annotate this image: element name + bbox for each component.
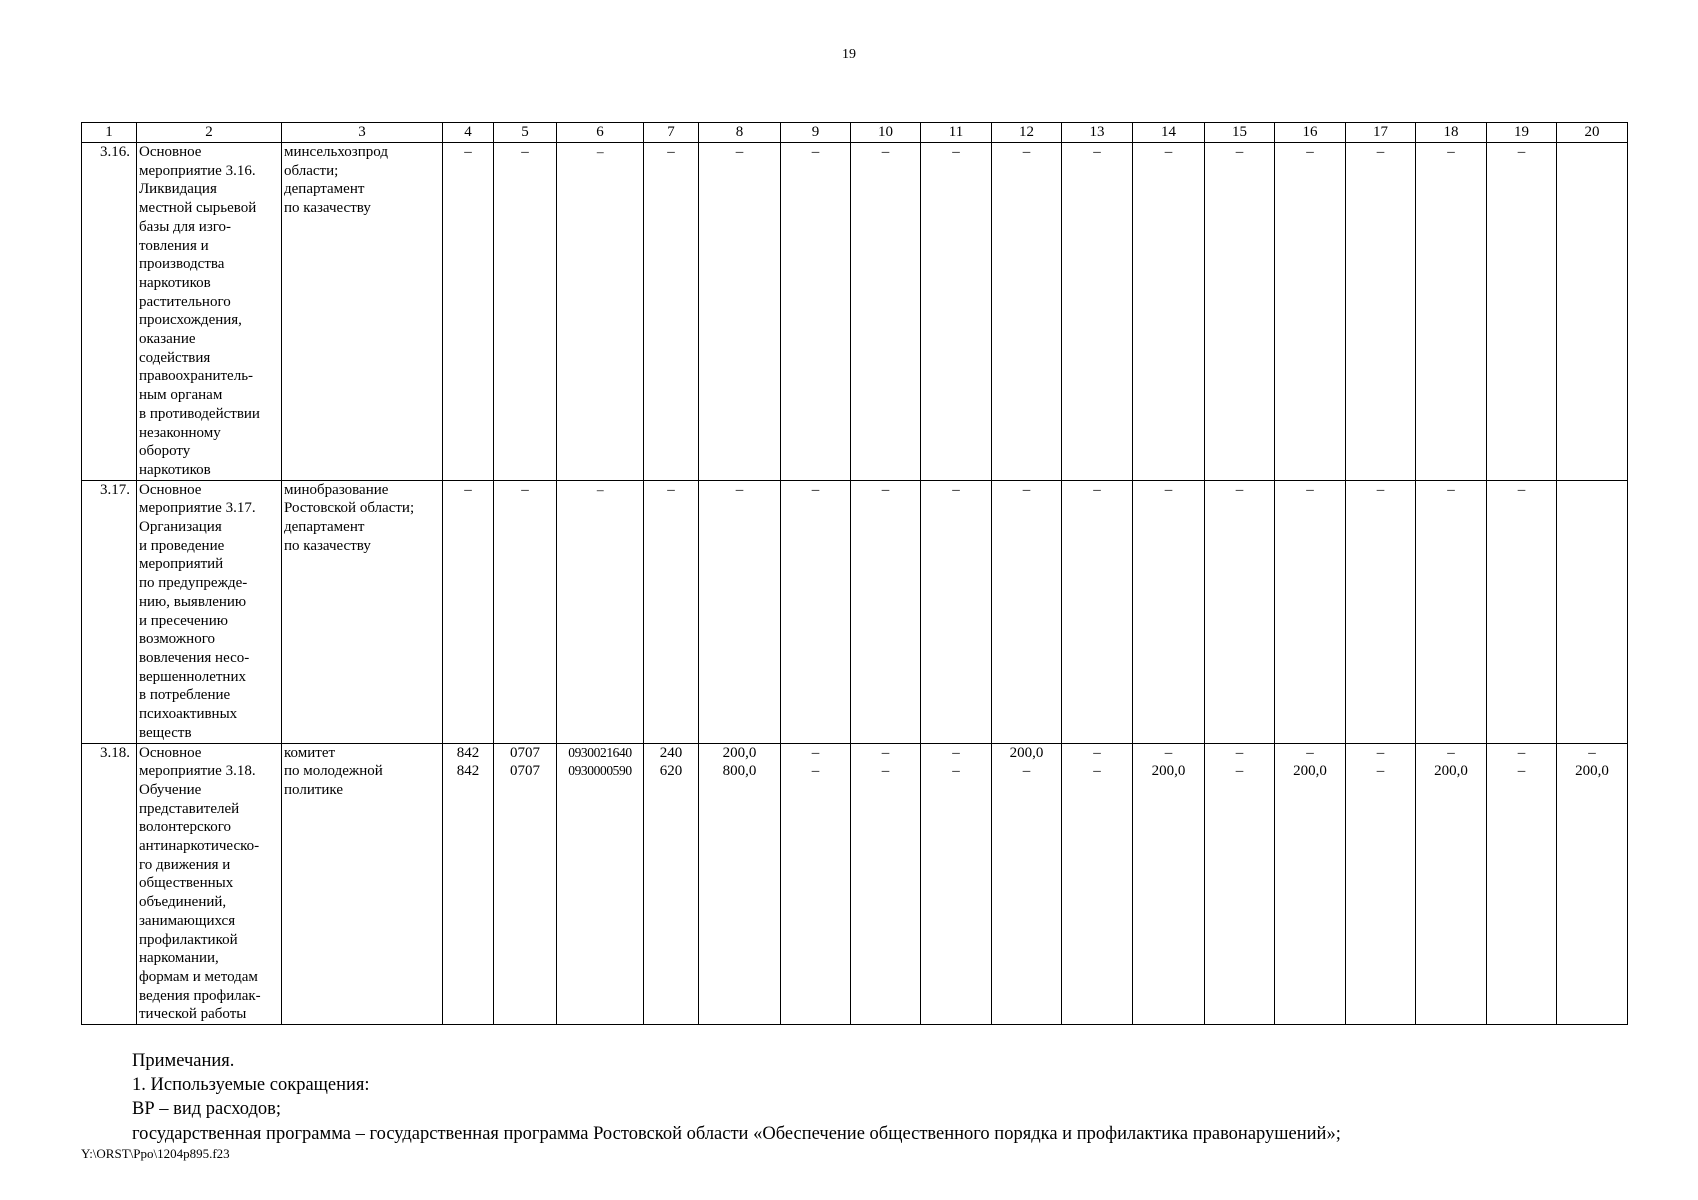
header-cell: 12 [992,123,1062,143]
value-line: – [1022,481,1031,498]
footer-file-path: Y:\ORST\Ppo\1204p895.f23 [81,1146,230,1161]
measure-name-cell-line: общественных [139,875,234,892]
executor-cell-line: политике [284,781,343,798]
value-cell-col-17 [1346,143,1416,481]
row-number-cell: 3.17. [82,480,137,743]
value-cell-col-10 [851,143,921,481]
value-line: – [811,763,820,780]
measure-name-cell-line: го движения и [139,856,231,873]
measure-name-cell-line: и проведение [139,537,225,554]
header-cell: 8 [699,123,781,143]
value-cell-col-9 [781,143,851,481]
header-cell: 17 [1346,123,1416,143]
value-line: – [1376,763,1385,780]
measure-name-cell-line: ведения профилак- [139,987,261,1004]
value-line: – [1376,744,1385,761]
executor-cell-line: по казачеству [284,200,371,217]
measure-name-cell-line: психоактивных [139,706,238,723]
measure-name-cell-line: и пресечению [139,612,228,629]
value-cell-col-13 [1062,143,1133,481]
value-line: – [464,144,472,160]
value-cell-col-12 [992,480,1062,743]
measure-name-cell-line: формам и методам [139,968,258,985]
measure-name-cell-line: мероприятие 3.16. [139,162,256,179]
value-cell-col-4 [443,143,494,481]
header-cell: 15 [1205,123,1275,143]
value-cell-col-18 [1416,143,1487,481]
value-line: – [1093,481,1101,498]
executor-cell-line: по молодежной [284,763,383,780]
measure-name-cell-line: мероприятий [139,556,224,573]
value-cell-col-6 [557,480,644,743]
measure-name-cell-line: нию, выявлению [139,593,247,610]
header-cell: 19 [1487,123,1557,143]
value-cell-col-4 [443,743,494,1025]
value-line: – [1517,763,1526,780]
measure-name-cell-line: тической работы [139,1006,247,1023]
value-line: 0707 [510,744,540,761]
value-line: – [952,744,960,761]
measure-name-cell-line: вершеннолетних [139,668,246,685]
program-measures-table [81,122,1628,1025]
measure-name-cell [137,143,282,481]
value-cell-col-7 [644,743,699,1025]
value-cell-col-18 [1416,743,1487,1025]
notes-item-abbreviations: 1. Используемые сокращения: [132,1075,370,1096]
value-line: – [1517,481,1526,498]
measure-name-cell-line: профилактикой [139,931,238,948]
value-cell-col-7 [644,480,699,743]
value-line: – [1235,481,1244,498]
header-cell: 18 [1416,123,1487,143]
value-line: 842 [456,744,480,761]
value-line: 200,0 [1293,763,1327,780]
value-cell-col-10 [851,743,921,1025]
value-line: – [1306,144,1314,160]
value-cell-col-7 [644,143,699,481]
measure-name-cell-line: наркотиков [139,274,211,291]
header-cell: 1 [82,123,137,143]
value-cell-col-11 [921,143,992,481]
value-line: 800,0 [722,763,757,780]
measure-name-cell-line: оказание [139,331,196,348]
value-cell-col-15 [1205,743,1275,1025]
value-cell-col-5 [494,480,557,743]
value-cell-col-11 [921,743,992,1025]
measure-name-cell-line: представителей [139,800,240,817]
value-line: – [1376,144,1385,160]
value-line: 0930021640 [568,744,632,760]
value-cell-col-5 [494,143,557,481]
value-line: – [1306,481,1314,498]
row-number-cell: 3.18. [82,743,137,1025]
notes-item-program: государственная программа – государственная программа Ростовской области «Обеспечение общественного порядка и профилактика правонарушений»; [132,1123,1341,1144]
measure-name-cell-line: веществ [139,724,192,741]
value-line: – [1093,763,1101,780]
value-cell-col-8 [699,480,781,743]
measure-name-cell-line: наркомании, [139,950,219,967]
measure-name-cell-line: Обучение [139,781,202,798]
value-line: – [1235,763,1244,780]
measure-name-cell-line: в потребление [139,687,231,704]
value-cell-col-4 [443,480,494,743]
value-line: – [881,144,890,160]
value-cell-col-6 [557,743,644,1025]
value-line: – [1376,481,1385,498]
value-line: – [1588,744,1596,761]
value-cell-col-8 [699,743,781,1025]
value-line: – [811,481,820,498]
measure-name-cell-line: возможного [139,631,215,648]
value-cell-col-8 [699,143,781,481]
value-line: 0930000590 [568,763,632,779]
value-cell-col-15 [1205,480,1275,743]
header-cell: 5 [494,123,557,143]
value-cell-col-19 [1487,480,1557,743]
value-line: – [881,744,890,761]
table-row [82,480,1628,743]
value-cell-col-17 [1346,480,1416,743]
measure-name-cell-line: объединений, [139,894,227,911]
value-line: – [1093,744,1101,761]
value-line: – [596,481,604,497]
value-cell-col-13 [1062,480,1133,743]
measure-name-cell-line: Ликвидация [139,181,217,198]
value-line: – [521,481,529,498]
value-line: – [1447,144,1455,160]
executor-cell-line: Ростовской области; [284,500,415,517]
value-line [1559,481,1625,500]
value-line: 200,0 [1009,744,1044,761]
value-cell-col-12 [992,143,1062,481]
value-line: – [1164,744,1173,761]
value-line: 620 [659,763,683,780]
executor-cell-line: по казачеству [284,537,371,554]
value-line: – [811,744,820,761]
value-cell-col-19 [1487,143,1557,481]
value-line: – [521,144,529,160]
header-cell: 20 [1557,123,1628,143]
value-cell-col-9 [781,743,851,1025]
header-cell: 2 [137,123,282,143]
header-cell: 14 [1133,123,1205,143]
row-number-cell: 3.16. [82,143,137,481]
executor-cell-line: департамент [284,519,365,536]
value-line: – [952,144,960,160]
measure-name-cell-line: базы для изго- [139,218,232,235]
measure-name-cell-line: Основное [139,144,202,160]
notes-block [132,1049,1341,1146]
table-header-row [82,123,1628,143]
value-cell-col-10 [851,480,921,743]
header-cell: 10 [851,123,921,143]
executor-cell-line: минобразование [284,481,389,498]
measure-name-cell [137,480,282,743]
value-cell-col-20 [1557,480,1628,743]
value-line: 200,0 [1575,763,1609,780]
executor-cell-line: департамент [284,181,365,198]
notes-item-vr: ВР – вид расходов; [132,1099,282,1120]
header-cell: 7 [644,123,699,143]
value-line: – [811,144,820,160]
value-line: – [1093,144,1101,160]
value-line: – [1517,144,1526,160]
measure-name-cell-line: занимающихся [139,912,236,929]
value-cell-col-11 [921,480,992,743]
header-cell: 13 [1062,123,1133,143]
table-row [82,743,1628,1025]
value-cell-col-9 [781,480,851,743]
measure-name-cell-line: антинаркотическо- [139,838,260,855]
value-line: – [1306,744,1314,761]
value-cell-col-15 [1205,143,1275,481]
header-cell: 16 [1275,123,1346,143]
measure-name-cell-line: производства [139,256,225,273]
value-cell-col-19 [1487,743,1557,1025]
value-line: – [667,144,675,160]
value-line: – [881,481,890,498]
measure-name-cell-line: Организация [139,519,222,536]
value-line: – [1235,144,1244,160]
executor-cell-line: минсельхозпрод [284,144,388,160]
executor-cell-line: комитет [284,744,336,761]
value-cell-col-16 [1275,743,1346,1025]
measure-name-cell-line: мероприятие 3.17. [139,500,256,517]
value-line: – [1164,144,1173,160]
value-line: 200,0 [722,744,757,761]
value-cell-col-16 [1275,143,1346,481]
measure-name-cell [137,743,282,1025]
measure-name-cell-line: по предупрежде- [139,575,248,592]
value-line: 200,0 [1151,763,1186,780]
value-line: – [1517,744,1526,761]
value-line: 0707 [510,763,540,780]
value-line: – [1447,744,1455,761]
measure-name-cell-line: правоохранитель- [139,368,254,385]
value-line [1559,143,1625,162]
measure-name-cell-line: происхождения, [139,312,242,329]
value-line: – [952,481,960,498]
table-row [82,143,1628,481]
executor-cell [282,480,443,743]
value-cell-col-18 [1416,480,1487,743]
value-line: – [1235,744,1244,761]
value-line: – [952,763,960,780]
value-line: 842 [456,763,480,780]
measure-name-cell-line: товления и [139,237,209,254]
measure-name-cell-line: ным органам [139,387,223,404]
value-cell-col-14 [1133,143,1205,481]
measure-name-cell-line: мероприятие 3.18. [139,763,256,780]
value-line: – [1022,144,1031,160]
value-cell-col-14 [1133,743,1205,1025]
value-line: – [596,144,604,159]
header-cell: 11 [921,123,992,143]
value-cell-col-6 [557,143,644,481]
value-cell-col-14 [1133,480,1205,743]
executor-cell [282,143,443,481]
value-cell-col-5 [494,743,557,1025]
value-line: – [881,763,890,780]
value-line: 200,0 [1434,763,1468,780]
measure-name-cell-line: вовлечения несо- [139,649,250,666]
measure-name-cell-line: растительного [139,293,231,310]
value-line: – [464,481,472,498]
executor-cell-line: области; [284,162,339,179]
value-cell-col-20 [1557,743,1628,1025]
executor-cell [282,743,443,1025]
measure-name-cell-line: в противодействии [139,405,260,422]
measure-name-cell-line: незаконному [139,424,221,441]
value-line: – [667,481,675,498]
page-number: 19 [842,47,856,62]
measure-name-cell-line: обороту [139,443,191,460]
value-line: – [1447,481,1455,498]
value-line: – [1022,763,1031,780]
value-line: – [735,144,744,160]
table-body [82,123,1628,1025]
value-line: 240 [659,744,683,761]
value-cell-col-17 [1346,743,1416,1025]
measure-name-cell-line: содействия [139,349,211,366]
value-cell-col-13 [1062,743,1133,1025]
value-line: – [735,481,744,498]
header-cell: 6 [557,123,644,143]
measure-name-cell-line: наркотиков [139,461,211,478]
value-cell-col-20 [1557,143,1628,481]
measure-name-cell-line: местной сырьевой [139,200,257,217]
header-cell: 4 [443,123,494,143]
header-cell: 3 [282,123,443,143]
value-cell-col-12 [992,743,1062,1025]
measure-name-cell-line: Основное [139,481,202,498]
value-cell-col-16 [1275,480,1346,743]
notes-title: Примечания. [132,1051,235,1071]
measure-name-cell-line: волонтерского [139,819,231,836]
value-line: – [1164,481,1173,498]
header-cell: 9 [781,123,851,143]
measure-name-cell-line: Основное [139,744,202,761]
